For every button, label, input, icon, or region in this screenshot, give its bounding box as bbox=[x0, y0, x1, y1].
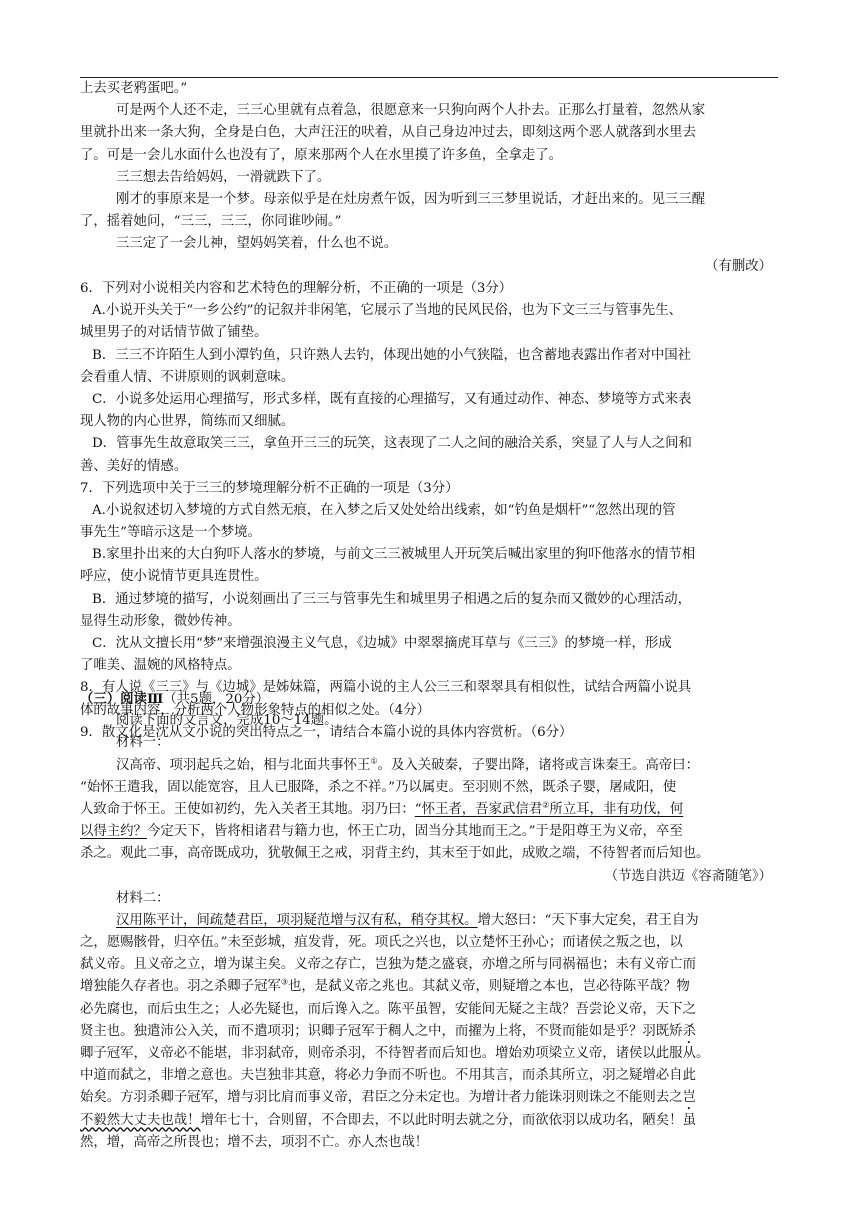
question-8-line: 8．有人说《三三》与《边城》是姊妹篇，两篇小说的主人公三三和翠翠具有相似性，试结合两篇小说具 bbox=[80, 680, 692, 696]
material-2-line bbox=[80, 1021, 778, 1043]
question-6-option-d-cont: 善、美好的情感。 bbox=[80, 458, 188, 474]
material-1-line bbox=[80, 821, 778, 843]
story-line: 了，摇着她问，“三三，三三，你同谁吵闹。” bbox=[80, 214, 342, 230]
material-1-line: 杀之。观此二事，高帝既成功，犹敬佩王之戒，羽背主约，其末至于如此，成败之端，不待智者而后知也。 bbox=[80, 846, 710, 862]
story-excerpt bbox=[80, 78, 778, 278]
material-1-line: “始怀王遣我，固以能宽容，且人已服降，杀之不祥。”乃以属吏。至羽则不然，既杀子婴，屠咸阳，使 bbox=[80, 779, 677, 795]
story-line: 三三定了一会儿神，望妈妈笑着，什么也不说。 bbox=[116, 236, 398, 252]
question-7-option-a: A.小说叙述切入梦境的方式自然无痕，在入梦之后又处处给出线索，如“钓鱼是烟杆”“忽然出现的管 bbox=[92, 502, 676, 518]
question-7-option-b-cont: 呼应，使小说情节更具连贯性。 bbox=[80, 569, 268, 585]
text-run: 所立耳，非有功伐，何 bbox=[549, 801, 684, 817]
material-1-label: 材料一： bbox=[116, 735, 170, 751]
dotted-character: 杀 bbox=[682, 1023, 696, 1039]
section-3-intro: 阅读下面的文言文，完成10～14题。 bbox=[116, 713, 338, 729]
question-6-option-c-cont: 现人物的内心世界，简练而又细腻。 bbox=[80, 414, 295, 430]
question-6-option-a: A.小说开头关于“一乡公约”的记叙并非闲笔，它展示了当地的民风民俗，也为下文三三与管事先生、 bbox=[92, 303, 683, 319]
dotted-character: 岂 bbox=[682, 1090, 696, 1106]
question-6-option-a-cont: 城里男子的对话情节做了铺垫。 bbox=[80, 325, 268, 341]
material-2-line bbox=[80, 910, 778, 932]
wavy-underlined-sentence: 不毅然大丈夫也哉！ bbox=[80, 1112, 201, 1128]
text-run: 人致命于怀王。王使如初约，先入关者王其地。羽乃曰： bbox=[80, 801, 415, 817]
story-line: 可是两个人还不走，三三心里就有点着急，很愿意来一只狗向两个人扑去。正那么打量着，忽然从家 bbox=[116, 103, 706, 119]
text-run: 增大怒曰：“天下事大定矣，君王自为 bbox=[477, 912, 699, 928]
material-2-line: 之，愿赐骸骨，归卒伍。”未至彭城，疽发背，死。项氏之兴也，以立楚怀王孙心；而诸侯之叛之也，以 bbox=[80, 935, 683, 951]
question-6-option-c: C．小说多处运用心理描写，形式多样，既有直接的心理描写，又有通过动作、神态、梦境等方式来表 bbox=[92, 391, 692, 407]
question-7-option-c-cont: 显得生动形象，微妙传神。 bbox=[80, 613, 241, 629]
text-run: 增独能久存者也。羽之杀卿子冠军 bbox=[80, 979, 281, 995]
material-2-line: 弑义帝。且义帝之立，增为谋主矣。义帝之存亡，岂独为楚之盛衰，亦增之所与同祸福也；未有义帝亡而 bbox=[80, 957, 696, 973]
story-line: 上去买老鸦蛋吧。” bbox=[80, 81, 188, 96]
text-run: 始矣。方羽杀卿子冠军，增与羽比肩而事义帝，君臣之分未定也。为增计者力能诛羽则诛之不能则去之 bbox=[80, 1090, 683, 1106]
material-2-line: 必先腐也，而后虫生之；人必先疑也，而后谗入之。陈平虽智，安能间无疑之主哉？吾尝论义帝，天下之 bbox=[80, 1001, 696, 1017]
story-source: （有删改） bbox=[705, 258, 772, 274]
footnote-marker: ③ bbox=[280, 977, 289, 987]
question-6-option-b: B．三三不许陌生人到小潭钓鱼，只许熟人去钓，体现出她的小气狭隘，也含蓄地表露出作者对中国社 bbox=[92, 347, 692, 363]
question-6-stem: 6．下列对小说相关内容和艺术特色的理解分析，不正确的一项是（3分） bbox=[80, 281, 513, 296]
question-7-option-b: B.家里扑出来的大白狗吓人落水的梦境，与前文三三被城里人开玩笑后喊出家里的狗吓他落水的情节相 bbox=[92, 547, 696, 563]
text-run: 今定天下，皆将相诸君与籍力也，怀王亡功，固当分其地而王之。”于是阳尊王为义帝，卒至 bbox=[146, 824, 683, 840]
text-run: 。及入关破秦，子婴出降，诸将或言诛秦王。高帝曰： bbox=[377, 757, 699, 773]
text-run: 增年七十，合则留，不合即去，不以此时明去就之分，而欲依羽以成功名，陋矣！虽 bbox=[200, 1112, 696, 1128]
text-run: 贤主也。独遣沛公入关，而不遣项羽；识卿子冠军于稠人之中，而擢为上将，不贤而能如是乎？羽既矫 bbox=[80, 1023, 683, 1039]
questions-block bbox=[80, 278, 778, 744]
section-3-note: （共5题，20分） bbox=[163, 692, 270, 707]
footnote-marker: ② bbox=[542, 800, 550, 810]
story-line: 了。可是一会儿水面什么也没有了，原来那两个人在水里摸了许多鱼，全拿走了。 bbox=[80, 147, 563, 163]
question-6-option-b-cont: 会看重人情、不讲原则的讽刺意味。 bbox=[80, 369, 295, 385]
text-run: “怀王者，吾家武信君 bbox=[414, 801, 543, 817]
material-2-line: 然，增，高帝之所畏也；增不去，项羽不亡。亦人杰也哉！ bbox=[80, 1134, 429, 1150]
section-3-heading bbox=[80, 688, 778, 710]
text-run: 汉高帝、项羽起兵之始，相与北面共事怀王 bbox=[116, 757, 371, 773]
material-1-line bbox=[80, 755, 778, 777]
question-6-option-d: D．管事先生故意取笑三三，拿鱼开三三的玩笑，这表现了二人之间的融洽关系，突显了人与人之间和 bbox=[92, 436, 692, 452]
material-2-label: 材料二： bbox=[116, 890, 170, 906]
question-7-option-d-cont: 了唯美、温婉的风格特点。 bbox=[80, 658, 241, 674]
underlined-sentence: 以得主约？ bbox=[80, 824, 147, 840]
material-2-line: 卿子冠军，义帝必不能堪，非羽弑帝，则帝杀羽，不待智者而后知也。增始劝项梁立义帝，诸侯以此服从。 bbox=[80, 1046, 710, 1061]
text-run: 也，是弑义帝之兆也。其弑义帝，则疑增之本也，岂必待陈平哉？物 bbox=[288, 979, 690, 995]
footnote-marker: ① bbox=[370, 756, 378, 766]
material-2-line bbox=[80, 976, 778, 998]
section-3 bbox=[80, 688, 778, 1154]
material-2-line: 中道而弑之，非增之意也。夫岂独非其意，将必力争而不听也。不用其言，而杀其所立，羽之疑增必自此 bbox=[80, 1068, 696, 1084]
story-line: 里就扑出来一条大狗，全身是白色，大声汪汪的吠着，从自己身边冲过去，即刻这两个恶人就落到水里去 bbox=[80, 125, 696, 141]
story-line: 三三想去告给妈妈，一滑就跌下了。 bbox=[116, 169, 331, 185]
section-3-title: （三）阅读Ⅲ bbox=[80, 691, 164, 707]
question-7-option-d: C．沈从文擅长用“梦”来增强浪漫主义气息，《边城》中翠翠摘虎耳草与《三三》的梦境一样，形成 bbox=[92, 636, 672, 651]
underlined-sentence bbox=[415, 802, 683, 817]
question-9: 9．散文化是沈从文小说的突出特点之一，请结合本篇小说的具体内容赏析。（6分） bbox=[80, 724, 573, 740]
question-8-line: 体的故事内容，分析两个人物形象特点的相似之处。（4分） bbox=[80, 702, 430, 718]
story-line: 刚才的事原来是一个梦。母亲似乎是在灶房煮午饭，因为听到三三梦里说话，才赶出来的。见三三醒 bbox=[116, 191, 706, 207]
material-1-line bbox=[80, 799, 778, 821]
question-7-stem: 7．下列选项中关于三三的梦境理解分析不正确的一项是（3分） bbox=[80, 480, 459, 496]
question-7-option-c: B．通过梦境的描写，小说刻画出了三三与管事先生和城里男子相遇之后的复杂而又微妙的心理活动， bbox=[92, 591, 692, 607]
material-2-line bbox=[80, 1087, 778, 1109]
material-1-source: （节选自洪迈《容斋随笔》） bbox=[604, 868, 772, 884]
question-7-option-a-cont: 事先生”等暗示这是一个梦境。 bbox=[80, 525, 261, 541]
underlined-sentence: 汉用陈平计，间疏楚君臣，项羽疑范增与汉有私，稍夺其权。 bbox=[116, 912, 478, 928]
material-2-line bbox=[80, 1110, 778, 1132]
